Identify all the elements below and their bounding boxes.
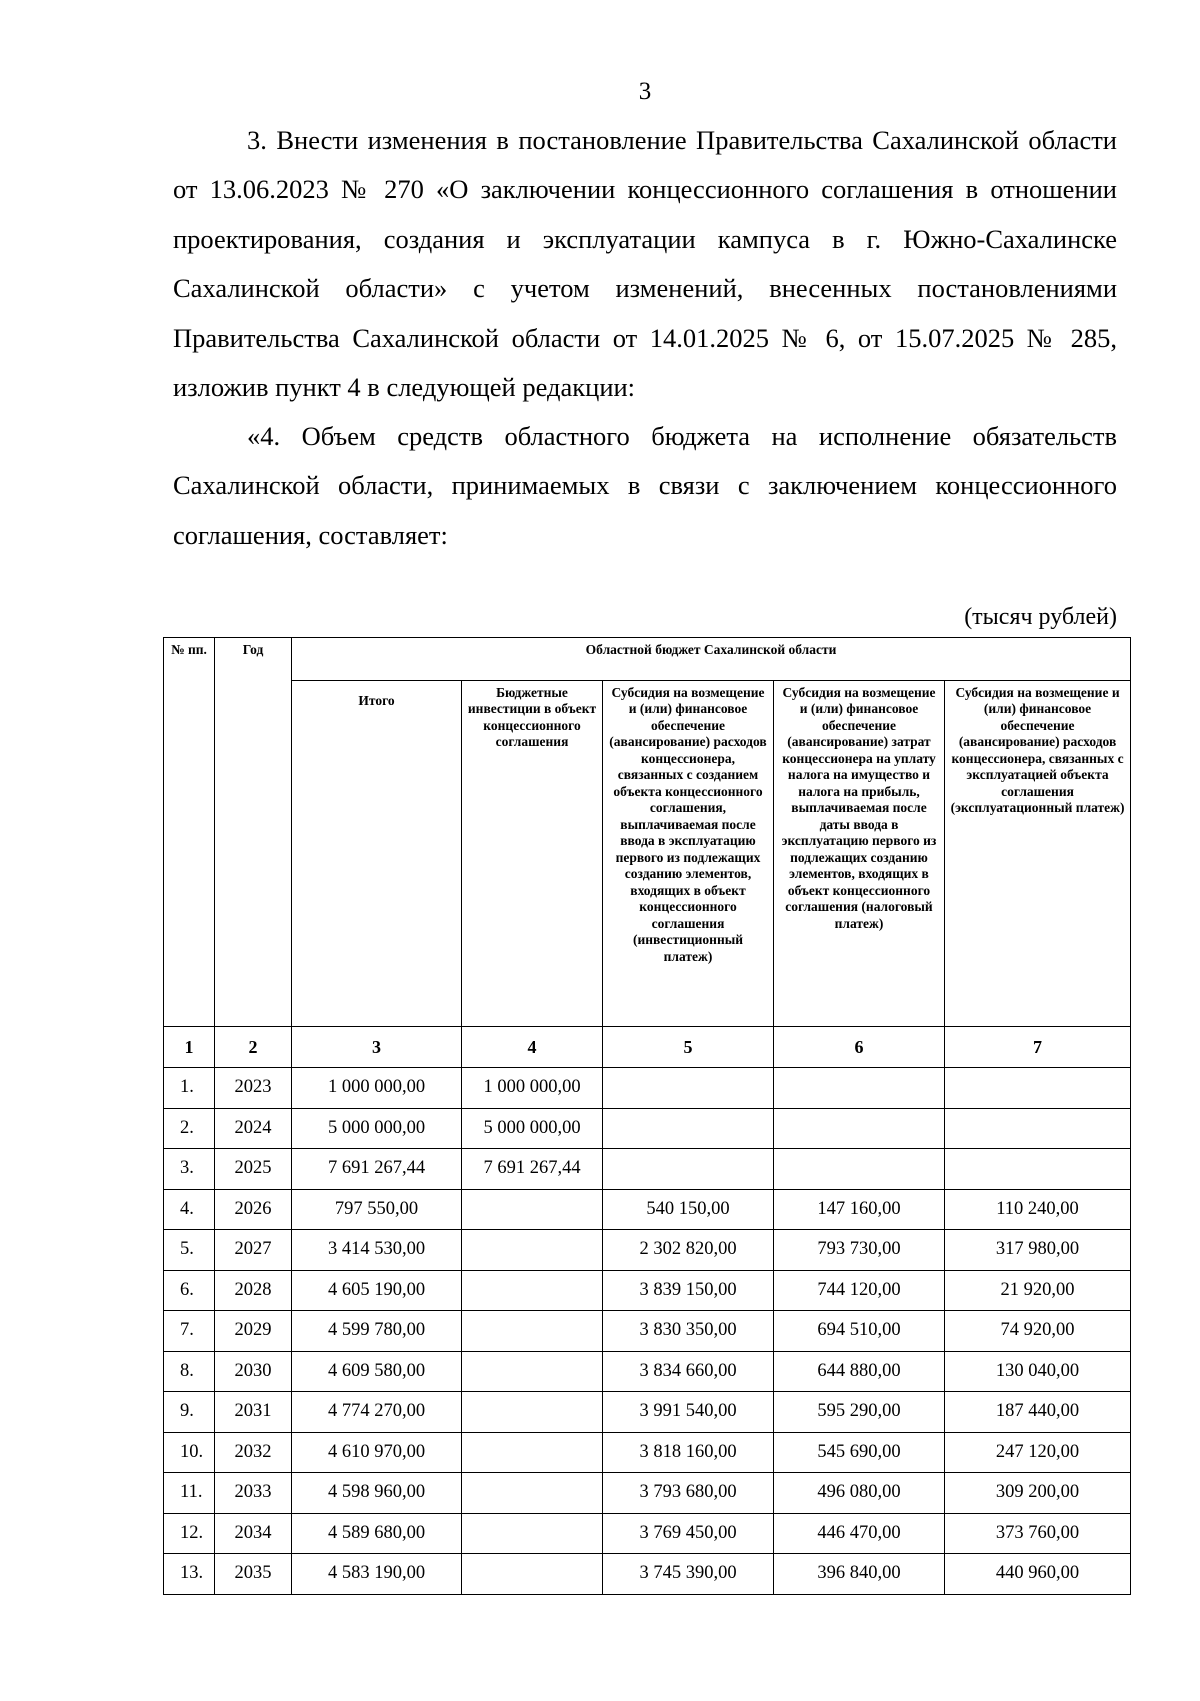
row-number-cell: 1. [164,1068,215,1109]
subsidy-tax-cell [774,1149,945,1190]
row-number-cell: 10. [164,1432,215,1473]
subsidy-operation-cell: 247 120,00 [945,1432,1131,1473]
year-cell: 2032 [215,1432,292,1473]
subsidy-tax-cell: 694 510,00 [774,1311,945,1352]
column-number: 7 [945,1027,1131,1068]
subsidy-investment-cell: 2 302 820,00 [603,1230,774,1271]
paragraph-item-4-text: «4. Объем средств областного бюджета на исполнение обязательств Сахалинской области, принимаемых в связи с заключением концессионного соглашения, составляет: [173,421,1117,550]
investments-cell [462,1473,603,1514]
header-subsidy-operation: Субсидия на возмещение и (или) финансовое обеспечение (авансирование) расходов концессионера, связанных с эксплуатацией объекта соглашения (эксплуатационный платеж) [945,681,1131,1027]
total-cell: 797 550,00 [292,1189,462,1230]
investments-cell [462,1311,603,1352]
row-number-cell: 4. [164,1189,215,1230]
header-row-2 [164,681,1131,1027]
subsidy-tax-cell: 793 730,00 [774,1230,945,1271]
investments-cell [462,1351,603,1392]
header-investments: Бюджетные инвестиции в объект концессионного соглашения [462,681,603,1027]
investments-cell [462,1189,603,1230]
header-subsidy-investment: Субсидия на возмещение и (или) финансовое обеспечение (авансирование) расходов концессионера, связанных с созданием объекта концессионного соглашения, выплачиваемая после ввода в эксплуатацию первого из подлежащих созданию элементов, входящих в объект концессионного соглашения (инвестиционный платеж) [603,681,774,1027]
subsidy-tax-cell: 595 290,00 [774,1392,945,1433]
header-total: Итого [292,681,462,1027]
investments-cell [462,1432,603,1473]
total-cell: 4 609 580,00 [292,1351,462,1392]
subsidy-operation-cell: 110 240,00 [945,1189,1131,1230]
subsidy-investment-cell: 3 818 160,00 [603,1432,774,1473]
year-cell: 2023 [215,1068,292,1109]
column-number: 4 [462,1027,603,1068]
row-number-cell: 3. [164,1149,215,1190]
subsidy-operation-cell [945,1149,1131,1190]
column-number-row [164,1027,1131,1068]
subsidy-operation-cell: 373 760,00 [945,1513,1131,1554]
paragraph-amendment [173,116,1117,412]
row-number-cell: 7. [164,1311,215,1352]
subsidy-tax-cell [774,1068,945,1109]
total-cell: 7 691 267,44 [292,1149,462,1190]
row-number-cell: 8. [164,1351,215,1392]
year-cell: 2026 [215,1189,292,1230]
year-cell: 2033 [215,1473,292,1514]
subsidy-operation-cell: 21 920,00 [945,1270,1131,1311]
table-row [164,1392,1131,1433]
units-label: (тысяч рублей) [964,604,1117,630]
investments-cell [462,1230,603,1271]
total-cell: 4 605 190,00 [292,1270,462,1311]
table-row [164,1554,1131,1595]
year-cell: 2035 [215,1554,292,1595]
column-number: 1 [164,1027,215,1068]
row-number-cell: 11. [164,1473,215,1514]
subsidy-investment-cell: 3 793 680,00 [603,1473,774,1514]
table-row [164,1351,1131,1392]
total-cell: 5 000 000,00 [292,1108,462,1149]
year-cell: 2029 [215,1311,292,1352]
year-cell: 2030 [215,1351,292,1392]
subsidy-tax-cell: 446 470,00 [774,1513,945,1554]
year-cell: 2028 [215,1270,292,1311]
subsidy-investment-cell [603,1108,774,1149]
total-cell: 4 589 680,00 [292,1513,462,1554]
header-num: № пп. [164,638,215,1027]
table-row [164,1230,1131,1271]
total-cell: 3 414 530,00 [292,1230,462,1271]
investments-cell: 7 691 267,44 [462,1149,603,1190]
paragraph-item-4 [173,412,1117,560]
page-number: 3 [638,78,652,105]
header-group: Областной бюджет Сахалинской области [292,638,1131,681]
row-number-cell: 6. [164,1270,215,1311]
investments-cell [462,1513,603,1554]
table-row [164,1473,1131,1514]
total-cell: 4 774 270,00 [292,1392,462,1433]
investments-cell [462,1392,603,1433]
header-row-1 [164,638,1131,681]
subsidy-tax-cell [774,1108,945,1149]
investments-cell: 5 000 000,00 [462,1108,603,1149]
subsidy-investment-cell: 3 991 540,00 [603,1392,774,1433]
subsidy-tax-cell: 545 690,00 [774,1432,945,1473]
subsidy-tax-cell: 147 160,00 [774,1189,945,1230]
column-number: 6 [774,1027,945,1068]
row-number-cell: 9. [164,1392,215,1433]
subsidy-investment-cell [603,1068,774,1109]
subsidy-tax-cell: 496 080,00 [774,1473,945,1514]
year-cell: 2034 [215,1513,292,1554]
header-year: Год [215,638,292,1027]
subsidy-investment-cell: 3 834 660,00 [603,1351,774,1392]
row-number-cell: 5. [164,1230,215,1271]
year-cell: 2027 [215,1230,292,1271]
row-number-cell: 12. [164,1513,215,1554]
total-cell: 4 598 960,00 [292,1473,462,1514]
header-subsidy-tax: Субсидия на возмещение и (или) финансовое обеспечение (авансирование) затрат концессионера на уплату налога на имущество и налога на прибыль, выплачиваемая после даты ввода в эксплуатацию первого из подлежащих созданию элементов, входящих в объект концессионного соглашения (налоговый платеж) [774,681,945,1027]
year-cell: 2025 [215,1149,292,1190]
table-row [164,1270,1131,1311]
year-cell: 2031 [215,1392,292,1433]
year-cell: 2024 [215,1108,292,1149]
table-body [164,1068,1131,1595]
subsidy-operation-cell: 130 040,00 [945,1351,1131,1392]
row-number-cell: 2. [164,1108,215,1149]
total-cell: 4 610 970,00 [292,1432,462,1473]
table-row [164,1068,1131,1109]
subsidy-operation-cell: 440 960,00 [945,1554,1131,1595]
subsidy-operation-cell [945,1108,1131,1149]
table-row [164,1432,1131,1473]
subsidy-operation-cell: 74 920,00 [945,1311,1131,1352]
investments-cell [462,1270,603,1311]
subsidy-operation-cell [945,1068,1131,1109]
subsidy-tax-cell: 396 840,00 [774,1554,945,1595]
subsidy-investment-cell: 3 745 390,00 [603,1554,774,1595]
subsidy-tax-cell: 644 880,00 [774,1351,945,1392]
subsidy-investment-cell: 3 830 350,00 [603,1311,774,1352]
total-cell: 1 000 000,00 [292,1068,462,1109]
paragraph-amendment-text: 3. Внести изменения в постановление Правительства Сахалинской области от 13.06.2023 № 270 «О заключении концессионного соглашения в отношении проектирования, создания и эксплуатации кампуса в г. Южно-Сахалинске Сахалинской области» с учетом изменений, внесенных постановлениями Правительства Сахалинской области от 14.01.2025 № 6, от 15.07.2025 № 285, изложив пункт 4 в следующей редакции: [173,125,1117,403]
table-row [164,1108,1131,1149]
table-row [164,1311,1131,1352]
table-row [164,1149,1131,1190]
total-cell: 4 599 780,00 [292,1311,462,1352]
total-cell: 4 583 190,00 [292,1554,462,1595]
column-number: 3 [292,1027,462,1068]
investments-cell: 1 000 000,00 [462,1068,603,1109]
subsidy-operation-cell: 187 440,00 [945,1392,1131,1433]
subsidy-operation-cell: 309 200,00 [945,1473,1131,1514]
subsidy-investment-cell [603,1149,774,1190]
table-row [164,1513,1131,1554]
table-row [164,1189,1131,1230]
subsidy-investment-cell: 3 769 450,00 [603,1513,774,1554]
subsidy-investment-cell: 540 150,00 [603,1189,774,1230]
investments-cell [462,1554,603,1595]
subsidy-investment-cell: 3 839 150,00 [603,1270,774,1311]
budget-table [163,637,1131,1595]
column-number: 5 [603,1027,774,1068]
row-number-cell: 13. [164,1554,215,1595]
subsidy-operation-cell: 317 980,00 [945,1230,1131,1271]
subsidy-tax-cell: 744 120,00 [774,1270,945,1311]
column-number: 2 [215,1027,292,1068]
